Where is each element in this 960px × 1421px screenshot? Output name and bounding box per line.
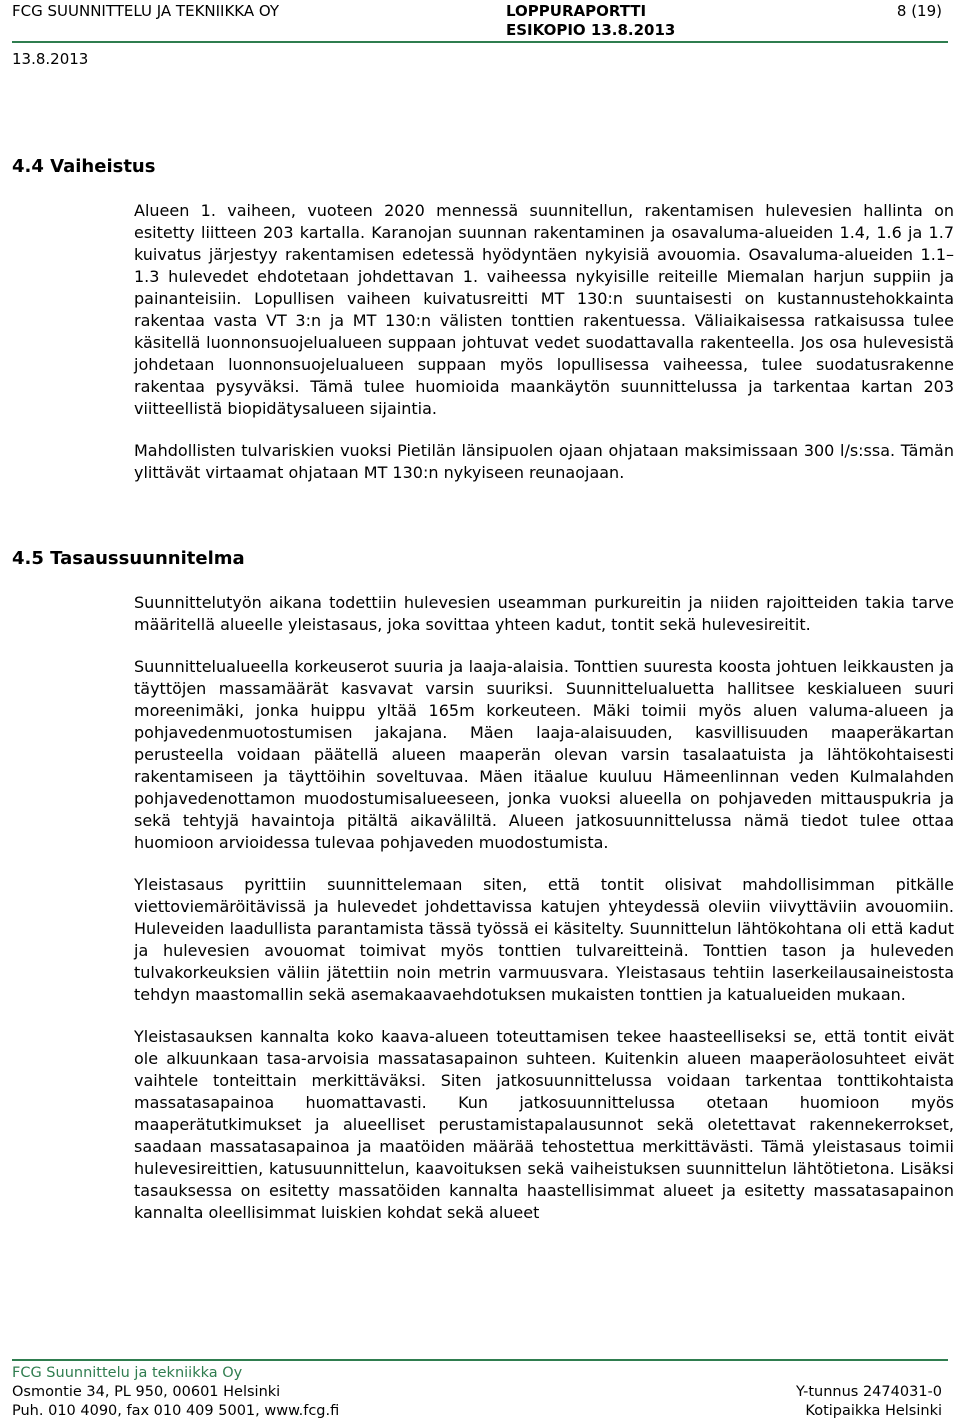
section-4-4-body bbox=[134, 200, 954, 484]
page-footer bbox=[12, 1364, 948, 1421]
paragraph: Yleistasauksen kannalta koko kaava-alueen toteuttamisen tekee haasteelliseksi se, että tontit eivät ole alkuunkaan tasa-arvoisia massatasapainon suhteen. Kuitenkin alueen maaperäolosuhteet eivät vaihtele tonteittain merkittäväksi. Siten jatkosuunnittelussa voidaan tarkentaa tonttikohtaista massatasapainoa huomattavasti. Kun jatkosuunnittelussa otetaan huomioon myös maaperätutkimukset ja alueelliset perustamistapalausunnot sekä oletettavat rakennekerrokset, saadaan massatasapainoa ja maatöiden määrää tehostettua merkittävästi. Tämä yleistasaus toimii hulevesireittien, katusuunnittelun, kaavoituksen sekä vaiheistuksen suunnittelun lähtötietona. Lisäksi tasauksessa on esitetty massatöiden kannalta haastellisimmat alueet ja esitetty massatasapainon kannalta oleellisimmat luiskien kohdat sekä alueet bbox=[134, 1027, 954, 1222]
section-4-5-body bbox=[134, 592, 954, 1224]
paragraph: Alueen 1. vaiheen, vuoteen 2020 mennessä suunnitellun, rakentamisen hulevesien hallinta on esitetty liitteen 203 kartalla. Karanojan suunnan rakentaminen ja osavaluma-alueiden 1.4, 1.6 ja 1.7 kuivatus järjestyy rakentamisen edetessä hyödyntäen nykyisiä avouomia. Osavaluma-alueiden 1.1–1.3 hulevedet ehdotetaan johdettavan 1. vaiheessa nykyisille reiteille Miemalan harjun suppiin ja painanteisiin. Lopullisen vaiheen kuivatusreitti MT 130:n suuntaisesti on kustannustehokkainta rakentaa vasta VT 3:n ja MT 130:n välisten tonttien rakentuessa. Väliaikaisessa ratkaisussa tulee käsitellä luonnonsuojelualueen suppaan johtuvat vedet suodattavalla rakenteella. Jos osa hulevesistä johdetaan luonnonsuojelualueen suppaan myös lopullisessa vaiheessa, tulee suodatusrakenne rakentaa pysyväksi. Tämä tulee huomioida maankäytön suunnittelussa ja tarkentaa kartan 203 viitteellistä biopidätysalueen sijaintia. bbox=[134, 201, 954, 418]
footer-address: Osmontie 34, PL 950, 00601 Helsinki bbox=[12, 1384, 281, 1400]
header-company: FCG SUUNNITTELU JA TEKNIIKKA OY bbox=[12, 2, 280, 20]
paragraph: Mahdollisten tulvariskien vuoksi Pietilän länsipuolen ojaan ohjataan maksimissaan 300 l/s:ssa. Tämän ylittävät virtaamat ohjataan MT 130:n nykyiseen reunaojaan. bbox=[134, 441, 954, 482]
header-title-block bbox=[506, 2, 675, 40]
footer-company: FCG Suunnittelu ja tekniikka Oy bbox=[12, 1365, 243, 1381]
section-heading-4-4: 4.4 Vaiheistus bbox=[12, 156, 156, 177]
footer-divider bbox=[12, 1359, 948, 1361]
header-doc-subtitle: ESIKOPIO 13.8.2013 bbox=[506, 21, 676, 39]
page-header bbox=[12, 0, 948, 44]
header-date: 13.8.2013 bbox=[12, 50, 89, 68]
paragraph: Suunnittelualueella korkeuserot suuria ja laaja-alaisia. Tonttien suuresta koosta johtuen leikkausten ja täyttöjen massamäärät kasvavat varsin suuriksi. Suunnittelualuetta hallitsee keskialueen suuri moreenimäki, jonka huippu yltää 165m korkeuteen. Mäki toimii myös aluen valuma-alueen ja pohjavedenmuotostumisen jakajana. Mäen laaja-alaisuuden, kasvillisuuden maaperäkartan perusteella voidaan päätellä alueen maaperän olevan varsin tasalaatuista ja lähtökohtaisesti rakentamiseen ja täyttöihin soveltuvaa. Mäen itäalue kuuluu Hämeenlinnan veden Kulmalahden pohjavedenottamon muodostumisalueeseen, jonka vuoksi alueella on pohjaveden mittauspukria ja sekä tehtyjä havaintoja pitältä aikaväliltä. Alueen jatkosuunnittelussa nämä tiedot tulee ottaa huomioon arvioidessa tulevaa pohjaveden muodostumista. bbox=[134, 657, 954, 852]
paragraph: Yleistasaus pyrittiin suunnittelemaan siten, että tontit olisivat mahdollisimman pitkälle viettoviemäröitävissä ja hulevedet johdettavissa katujen yhteydessä oleviin viivyttäviin avouomiin. Huleveiden laadullista parantamista tässä työssä ei käsitelty. Suunnittelun lähtökohtana oli että kadut ja hulevesien avouomat toimivat myös tonttien tulvareitteinä. Tonttien tason ja huleveden tulvakorkeuksien väliin jätettiin noin metrin varmuusvara. Yleistasaus tehtiin laserkeilausaineistosta tehdyn maastomallin sekä asemakaavaehdotuksen mukaisten tonttien ja katualueiden mukaan. bbox=[134, 875, 954, 1004]
footer-domicile: Kotipaikka Helsinki bbox=[805, 1403, 942, 1419]
footer-contact-line bbox=[12, 1402, 948, 1421]
header-page-number: 8 (19) bbox=[896, 2, 942, 20]
header-doc-title: LOPPURAPORTTI bbox=[506, 2, 647, 20]
footer-phone: Puh. 010 4090, fax 010 409 5001, www.fcg.fi bbox=[12, 1403, 340, 1419]
header-divider bbox=[12, 41, 948, 43]
footer-business-id: Y-tunnus 2474031-0 bbox=[795, 1384, 942, 1400]
section-heading-4-5: 4.5 Tasaussuunnitelma bbox=[12, 548, 245, 569]
footer-address-line bbox=[12, 1383, 948, 1402]
paragraph: Suunnittelutyön aikana todettiin hulevesien useamman purkureitin ja niiden rajoitteiden takia tarve määritellä alueelle yleistasaus, joka sovittaa yhteen kadut, tontit sekä hulevesireitit. bbox=[134, 593, 954, 634]
